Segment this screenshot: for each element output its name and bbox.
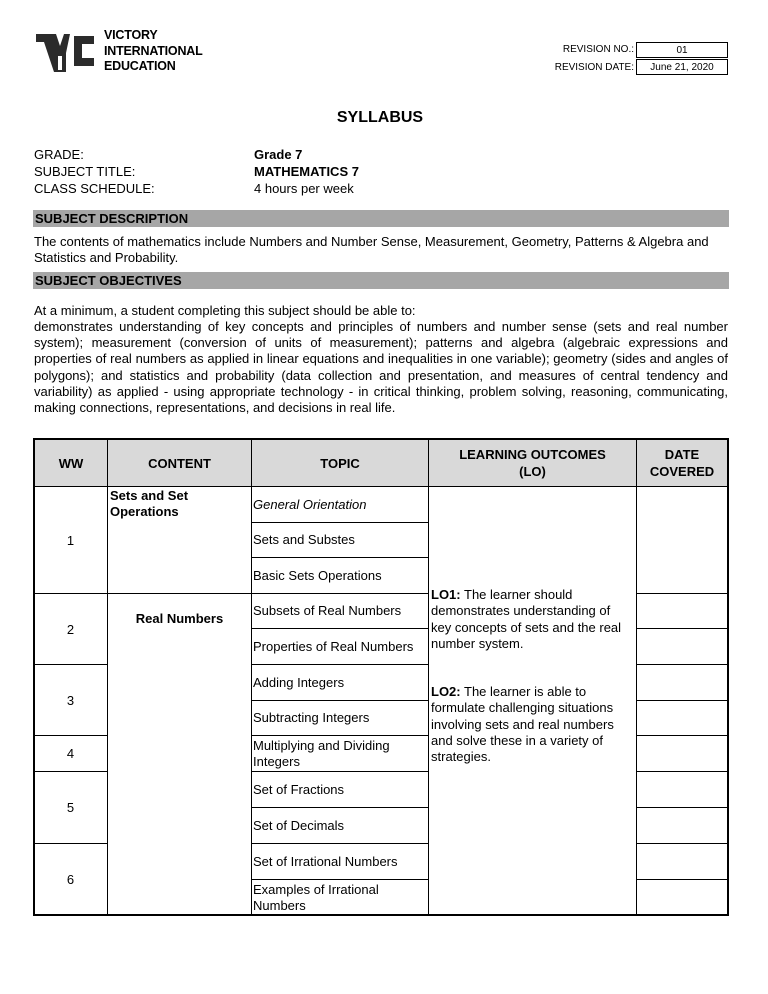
header-content: CONTENT <box>108 440 251 486</box>
grade-label: GRADE: <box>34 147 84 162</box>
learning-outcome-2 <box>431 684 634 765</box>
topic-item: Sets and Substes <box>253 532 355 547</box>
info-labels <box>34 146 155 197</box>
week-number: 4 <box>66 746 75 761</box>
header-learning-outcomes: LEARNING OUTCOMES (LO) <box>429 440 636 486</box>
week-number: 6 <box>66 872 75 887</box>
class-schedule-value: 4 hours per week <box>254 181 354 196</box>
subject-objectives-heading: SUBJECT OBJECTIVES <box>33 272 729 289</box>
learning-outcome-1 <box>431 587 634 652</box>
header-date-covered: DATE COVERED <box>637 440 727 486</box>
revision-no-label: REVISION NO.: <box>562 44 634 55</box>
subject-description-text: The contents of mathematics include Numbers and Number Sense, Measurement, Geometry, Patterns & Algebra and Statistics and Probability. <box>34 234 709 266</box>
topic-item: Set of Decimals <box>253 817 345 833</box>
content-real-numbers: Real Numbers <box>135 611 224 626</box>
topic-item: Multiplying and Dividing Integers <box>253 737 390 769</box>
content-sets-and-set-operations: Sets and Set Operations <box>110 488 189 519</box>
lo2-label: LO2: <box>431 684 461 699</box>
logo-line-3: EDUCATION <box>104 59 176 73</box>
logo-line-2: INTERNATIONAL <box>104 43 203 58</box>
subject-title-value: MATHEMATICS 7 <box>254 164 359 179</box>
lo1-label: LO1: <box>431 587 461 602</box>
week-number: 5 <box>66 800 75 815</box>
revision-no-value: 01 <box>636 42 728 58</box>
class-schedule-label: CLASS SCHEDULE: <box>34 181 155 196</box>
topic-item: Properties of Real Numbers <box>253 638 414 654</box>
vic-logo-mark-icon <box>34 28 98 76</box>
objectives-text: demonstrates understanding of key concepts and principles of numbers and number sense (sets and real number system); measurement (conversion of units of measurement); patterns and algebra (algebraic expressions and properties of real numbers as applied in linear equations and inequalities in one variable); geometry (sides and angles of polygons); and statistics and probability (data collection and presentation, and measures of central tendency and variability) as applied - using appropriate technology - in critical thinking, problem solving, reasoning, communicating, making connections, representations, and decisions in real life. <box>34 319 728 416</box>
logo-text <box>104 28 203 75</box>
topic-item: Examples of Irrational Numbers <box>253 881 379 913</box>
topic-item: General Orientation <box>253 496 367 512</box>
revision-date-value: June 21, 2020 <box>636 59 728 75</box>
topic-item: Set of Fractions <box>253 781 345 797</box>
lo1-text: The learner should demonstrates understanding of key concepts of sets and the real number system. <box>431 587 622 651</box>
objectives-intro: At a minimum, a student completing this subject should be able to: <box>34 303 416 318</box>
logo-line-1: VICTORY <box>104 28 158 42</box>
subject-title-label: SUBJECT TITLE: <box>34 164 136 179</box>
week-number: 1 <box>66 533 75 548</box>
header-topic: TOPIC <box>252 440 428 486</box>
lo2-text: The learner is able to formulate challenging situations involving sets and real numbers and solve these in a variety of strategies. <box>431 684 614 765</box>
topic-item: Set of Irrational Numbers <box>253 853 398 869</box>
info-values <box>254 146 359 197</box>
week-number: 3 <box>66 693 75 708</box>
week-number: 2 <box>66 622 75 637</box>
revision-date-label: REVISION DATE: <box>554 62 634 73</box>
topic-item: Adding Integers <box>253 675 345 690</box>
topic-item: Basic Sets Operations <box>253 567 382 583</box>
grade-value: Grade 7 <box>254 147 303 162</box>
topic-item: Subsets of Real Numbers <box>253 603 402 618</box>
page-title: SYLLABUS <box>336 109 424 126</box>
subject-description-heading: SUBJECT DESCRIPTION <box>33 210 729 227</box>
topic-item: Subtracting Integers <box>253 710 370 725</box>
header-ww: WW <box>35 440 107 486</box>
